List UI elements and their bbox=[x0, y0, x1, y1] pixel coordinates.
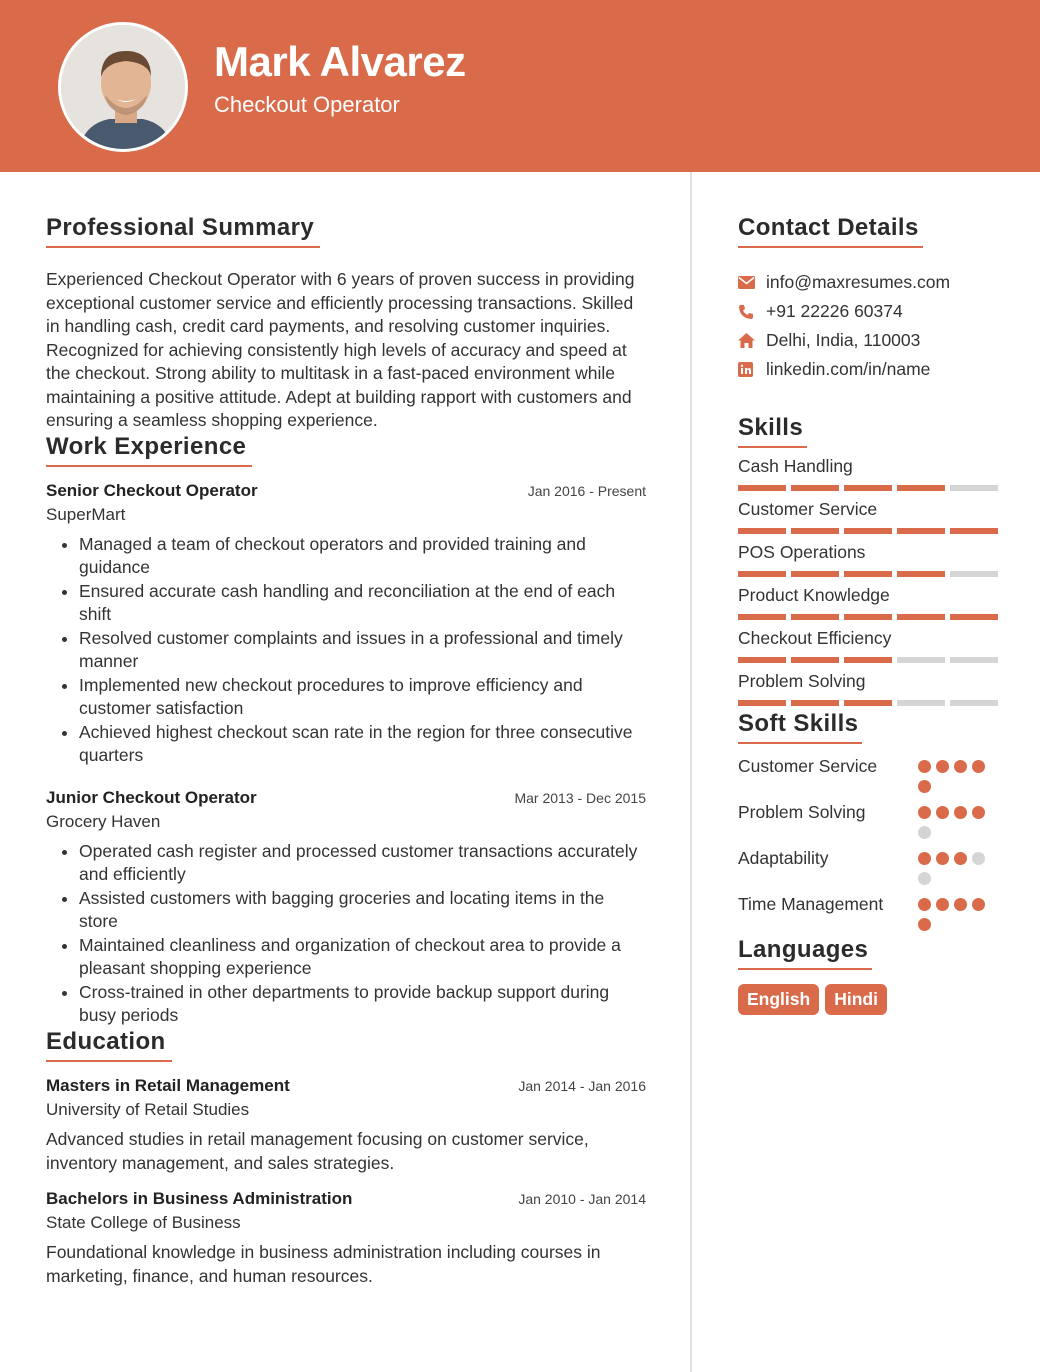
rating-dot bbox=[954, 760, 967, 773]
education-entry bbox=[46, 1189, 646, 1288]
column-divider bbox=[690, 172, 692, 1372]
skill-bar-segment bbox=[738, 657, 786, 663]
skill-bar-segment bbox=[950, 571, 998, 577]
education-description: Advanced studies in retail management focusing on customer service, inventory management, and sales strategies. bbox=[46, 1128, 589, 1173]
education-entry bbox=[46, 1076, 646, 1175]
rating-dot bbox=[936, 852, 949, 865]
skill-level-bar bbox=[738, 528, 998, 534]
skill-name: Cash Handling bbox=[738, 456, 853, 476]
skill-bar-segment bbox=[897, 528, 945, 534]
school-name: State College of Business bbox=[46, 1212, 241, 1232]
rating-dot bbox=[918, 826, 931, 839]
list-item: • Maintained cleanliness and organization of checkout area to provide a pleasant shopping experience bbox=[79, 934, 646, 981]
job-company: SuperMart bbox=[46, 504, 126, 524]
profile-photo bbox=[61, 25, 188, 152]
job-date: Jan 2016 - Present bbox=[527, 482, 646, 499]
skill-bar-segment bbox=[897, 657, 945, 663]
section-title: Professional Summary bbox=[46, 214, 320, 248]
home-icon bbox=[738, 333, 766, 348]
degree-title: Masters in Retail Management bbox=[46, 1075, 290, 1095]
job-date: Mar 2013 - Dec 2015 bbox=[514, 789, 646, 806]
skill-bar-segment bbox=[897, 485, 945, 491]
skill-bar-segment bbox=[791, 485, 839, 491]
skill-bar-segment bbox=[738, 571, 786, 577]
skills-section bbox=[738, 414, 998, 706]
skill-bar-segment bbox=[950, 657, 998, 663]
degree-title: Bachelors in Business Administration bbox=[46, 1188, 353, 1208]
skill-name: POS Operations bbox=[738, 542, 866, 562]
sidebar-column bbox=[738, 214, 998, 1015]
skill-bar-segment bbox=[791, 614, 839, 620]
rating-dot bbox=[972, 852, 985, 865]
soft-skill-rating bbox=[918, 846, 998, 886]
skill-item bbox=[738, 671, 998, 706]
rating-dot bbox=[918, 806, 931, 819]
linkedin-icon bbox=[738, 362, 766, 377]
skill-bar-segment bbox=[738, 614, 786, 620]
skill-bar-segment bbox=[738, 700, 786, 706]
skill-bar-segment bbox=[950, 700, 998, 706]
skill-item bbox=[738, 499, 998, 534]
section-title: Contact Details bbox=[738, 214, 923, 248]
rating-dot bbox=[954, 806, 967, 819]
rating-dot bbox=[918, 918, 931, 931]
candidate-title: Checkout Operator bbox=[214, 92, 400, 117]
list-item: • Resolved customer complaints and issues in a professional and timely manner bbox=[79, 627, 646, 674]
language-tag: Hindi bbox=[825, 984, 887, 1015]
soft-skills-section bbox=[738, 710, 998, 932]
skill-bar-segment bbox=[897, 614, 945, 620]
rating-dot bbox=[954, 852, 967, 865]
skill-bar-segment bbox=[844, 528, 892, 534]
list-item: • Implemented new checkout procedures to improve efficiency and customer satisfaction bbox=[79, 674, 646, 721]
skill-bar-segment bbox=[897, 700, 945, 706]
soft-skills-list bbox=[738, 754, 998, 932]
skill-bar-segment bbox=[844, 700, 892, 706]
education-date: Jan 2010 - Jan 2014 bbox=[518, 1190, 646, 1207]
skill-level-bar bbox=[738, 485, 998, 491]
skill-name: Product Knowledge bbox=[738, 585, 890, 605]
skill-name: Checkout Efficiency bbox=[738, 628, 892, 648]
skill-bar-segment bbox=[791, 528, 839, 534]
skill-name: Customer Service bbox=[738, 499, 878, 519]
list-item: • Cross-trained in other departments to provide backup support during busy periods bbox=[79, 981, 646, 1028]
education-date: Jan 2014 - Jan 2016 bbox=[518, 1077, 646, 1094]
languages-section bbox=[738, 936, 998, 1015]
rating-dot bbox=[918, 872, 931, 885]
list-item: • Managed a team of checkout operators and provided training and guidance bbox=[79, 533, 646, 580]
linkedin-text[interactable]: linkedin.com/in/name bbox=[766, 359, 931, 379]
contact-linkedin bbox=[738, 355, 998, 384]
school-name: University of Retail Studies bbox=[46, 1099, 250, 1119]
job-entry bbox=[46, 481, 646, 768]
skill-bar-segment bbox=[844, 614, 892, 620]
section-title: Skills bbox=[738, 414, 807, 448]
section-title: Soft Skills bbox=[738, 710, 862, 744]
skill-level-bar bbox=[738, 571, 998, 577]
address-text: Delhi, India, 110003 bbox=[766, 330, 921, 350]
skill-bar-segment bbox=[950, 614, 998, 620]
phone-text[interactable]: +91 22226 60374 bbox=[766, 301, 903, 321]
skill-bar-segment bbox=[791, 657, 839, 663]
job-bullets bbox=[46, 533, 646, 768]
soft-skill-rating bbox=[918, 892, 998, 932]
summary-section bbox=[46, 214, 646, 433]
job-title: Senior Checkout Operator bbox=[46, 480, 258, 500]
skill-item bbox=[738, 585, 998, 620]
list-item: • Assisted customers with bagging groceries and locating items in the store bbox=[79, 887, 646, 934]
skill-bar-segment bbox=[791, 700, 839, 706]
job-entry bbox=[46, 788, 646, 1028]
job-bullets bbox=[46, 840, 646, 1028]
soft-skill-name: Customer Service bbox=[738, 756, 878, 776]
contact-section bbox=[738, 214, 998, 384]
skill-item bbox=[738, 628, 998, 663]
job-title: Junior Checkout Operator bbox=[46, 787, 257, 807]
skill-item bbox=[738, 542, 998, 577]
skill-item bbox=[738, 456, 998, 491]
skill-level-bar bbox=[738, 657, 998, 663]
soft-skill-item bbox=[738, 800, 998, 840]
rating-dot bbox=[954, 898, 967, 911]
rating-dot bbox=[972, 806, 985, 819]
skill-bar-segment bbox=[844, 571, 892, 577]
skill-bar-segment bbox=[844, 657, 892, 663]
section-title: Education bbox=[46, 1028, 172, 1062]
education-section bbox=[46, 1028, 646, 1288]
section-title: Languages bbox=[738, 936, 872, 970]
soft-skill-rating bbox=[918, 754, 998, 794]
main-column bbox=[46, 214, 646, 1288]
list-item: • Operated cash register and processed customer transactions accurately and efficiently bbox=[79, 840, 646, 887]
job-company: Grocery Haven bbox=[46, 811, 161, 831]
skill-bar-segment bbox=[791, 571, 839, 577]
avatar bbox=[58, 22, 188, 152]
education-description: Foundational knowledge in business administration including courses in marketing, finance, and human resources. bbox=[46, 1241, 601, 1286]
rating-dot bbox=[972, 898, 985, 911]
skill-bar-segment bbox=[738, 485, 786, 491]
language-tag: English bbox=[738, 984, 819, 1015]
rating-dot bbox=[936, 760, 949, 773]
skill-bar-segment bbox=[738, 528, 786, 534]
envelope-icon bbox=[738, 276, 766, 289]
list-item: • Achieved highest checkout scan rate in the region for three consecutive quarters bbox=[79, 721, 646, 768]
soft-skill-name: Adaptability bbox=[738, 848, 829, 868]
email-text[interactable]: info@maxresumes.com bbox=[766, 272, 951, 292]
rating-dot bbox=[918, 898, 931, 911]
soft-skill-name: Time Management bbox=[738, 894, 884, 914]
rating-dot bbox=[918, 852, 931, 865]
contact-phone bbox=[738, 297, 998, 326]
soft-skill-item bbox=[738, 892, 998, 932]
rating-dot bbox=[972, 760, 985, 773]
contact-email bbox=[738, 268, 998, 297]
contact-list bbox=[738, 268, 998, 384]
list-item: • Ensured accurate cash handling and reconciliation at the end of each shift bbox=[79, 580, 646, 627]
section-title: Work Experience bbox=[46, 433, 252, 467]
rating-dot bbox=[918, 760, 931, 773]
rating-dot bbox=[918, 780, 931, 793]
rating-dot bbox=[936, 898, 949, 911]
work-section bbox=[46, 433, 646, 1028]
skill-bar-segment bbox=[950, 528, 998, 534]
soft-skill-item bbox=[738, 754, 998, 794]
soft-skill-rating bbox=[918, 800, 998, 840]
skill-level-bar bbox=[738, 700, 998, 706]
skill-name: Problem Solving bbox=[738, 671, 866, 691]
resume-header bbox=[0, 0, 1040, 172]
candidate-name: Mark Alvarez bbox=[214, 38, 466, 85]
skill-bar-segment bbox=[897, 571, 945, 577]
rating-dot bbox=[936, 806, 949, 819]
skill-bar-segment bbox=[844, 485, 892, 491]
language-tags bbox=[738, 984, 998, 1015]
skills-list bbox=[738, 456, 998, 706]
soft-skill-item bbox=[738, 846, 998, 886]
summary-text: Experienced Checkout Operator with 6 years of proven success in providing exceptional customer service and efficiently processing transactions. Skilled in handling cash, credit card payments, and resolving customer inquiries. Recognized for achieving consistently high levels of accuracy and speed at the checkout. Strong ability to multitask in a fast-paced environment while maintaining a positive attitude. Adept at building rapport with customers and ensuring a seamless shopping experience. bbox=[46, 269, 635, 430]
contact-address bbox=[738, 326, 998, 355]
skill-level-bar bbox=[738, 614, 998, 620]
phone-icon bbox=[738, 304, 766, 320]
skill-bar-segment bbox=[950, 485, 998, 491]
soft-skill-name: Problem Solving bbox=[738, 802, 866, 822]
